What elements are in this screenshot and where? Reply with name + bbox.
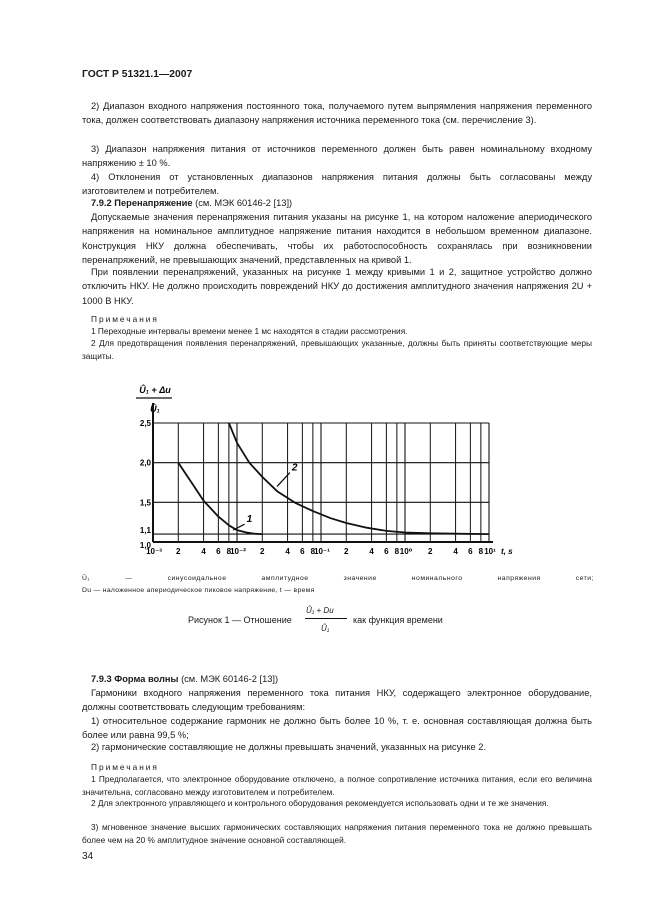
note-item: 2 Для электронного управляющего и контрольного оборудования рекомендуется использовать одни и те же значения. bbox=[91, 798, 549, 808]
x-tick-label-minor: 8 bbox=[310, 547, 316, 556]
x-tick-label-major: 10⁻¹ bbox=[314, 547, 330, 556]
chart-series bbox=[178, 423, 489, 534]
note-item: 2 Для предотвращения появления перенапряжений, превышающих указанные, должны быть приняты соответствующие меры защиты. bbox=[82, 338, 592, 361]
document-header: ГОСТ Р 51321.1—2007 bbox=[82, 69, 193, 80]
x-tick-label-major: 10⁻³ bbox=[146, 547, 162, 556]
paragraph: 4) Отклонения от установленных диапазонов напряжения питания должны быть согласованы между изготовителем и потребителем. bbox=[82, 172, 592, 197]
y-tick-label: 1,0 bbox=[139, 541, 151, 550]
section-number: 7.9.3 bbox=[91, 674, 112, 684]
x-tick-label-minor: 8 bbox=[478, 547, 484, 556]
y-tick-label: 2,5 bbox=[139, 419, 151, 428]
caption-prefix: Рисунок 1 — Отношение bbox=[188, 615, 292, 625]
x-tick-label-minor: 2 bbox=[428, 547, 433, 556]
series-label: 1 bbox=[246, 514, 253, 526]
x-tick-label-major: 10⁰ bbox=[399, 547, 413, 556]
paragraph: При появлении перенапряжений, указанных на рисунке 1 между кривыми 1 и 2, защитное устройство должно отключить НКУ. Не должно происходить повреждений НКУ до достижения амплитудного значения напряжения 2U + 1000 В НКУ. bbox=[82, 267, 592, 306]
x-tick-label-minor: 6 bbox=[300, 547, 305, 556]
series-label: 2 bbox=[291, 462, 298, 474]
note-item: 1 Предполагается, что электронное оборудование отключено, а полное сопротивление источника питания, если его величина значительна, согласовано между изготовителем и потребителем. bbox=[82, 774, 592, 797]
note-item: 1 Переходные интервалы времени менее 1 мс находятся в стадии рассмотрения. bbox=[91, 326, 408, 336]
section-title: Перенапряжение bbox=[114, 198, 193, 208]
x-tick-label-minor: 6 bbox=[384, 547, 389, 556]
x-tick-label-minor: 4 bbox=[453, 547, 458, 556]
x-tick-label-minor: 4 bbox=[369, 547, 374, 556]
x-tick-label-minor: 4 bbox=[285, 547, 290, 556]
section-number: 7.9.2 bbox=[91, 198, 112, 208]
section-7-9-3-heading bbox=[82, 672, 592, 686]
chart-grid bbox=[153, 403, 493, 542]
series-label-leader bbox=[233, 524, 244, 530]
caption-fraction-denominator: Û₁ bbox=[321, 624, 330, 633]
notes-heading: Примечания bbox=[91, 762, 159, 772]
y-tick-label: 1,5 bbox=[139, 498, 151, 508]
paragraph: Гармоники входного напряжения переменного тока питания НКУ, содержащего электронное оборудование, должны соответствовать следующим требованиям: bbox=[82, 688, 592, 713]
y-axis-label-denominator: Û₁ bbox=[150, 404, 160, 414]
caption-suffix: как функция времени bbox=[353, 615, 443, 625]
x-tick-label-minor: 6 bbox=[468, 547, 473, 556]
paragraph: Допускаемые значения перенапряжения питания указаны на рисунке 1, на котором наложение апериодического напряжения на номинальное амплитудное напряжение питания находится в небольшом временном диапазоне. Конструкция НКУ должна обеспечивать, чтобы их работоспособность сохранялась при возникновении перенапряжений, не превышающих значений, представленных на кривой 1. bbox=[82, 212, 592, 265]
x-tick-label-major: 10¹ bbox=[484, 547, 496, 556]
x-tick-label-minor: 6 bbox=[216, 547, 221, 556]
figure-1-chart bbox=[0, 380, 646, 585]
notes-heading: Примечания bbox=[91, 314, 159, 324]
paragraph: 1) относительное содержание гармоник не должно быть более 10 %, т. е. основная составляющая должна быть более или равна 99,5 %; bbox=[82, 716, 592, 741]
paragraph: 3) Диапазон напряжения питания от источников переменного должен быть равен номинальному входному напряжению ± 10 %. bbox=[82, 144, 592, 169]
y-tick-label: 1,1 bbox=[139, 526, 151, 536]
x-tick-label-minor: 8 bbox=[226, 547, 232, 556]
x-tick-label-minor: 2 bbox=[176, 547, 181, 556]
section-ref: (см. МЭК 60146-2 [13]) bbox=[195, 198, 293, 208]
x-tick-label-minor: 4 bbox=[201, 547, 206, 556]
section-7-9-2-heading bbox=[82, 196, 592, 210]
section-ref: (см. МЭК 60146-2 [13]) bbox=[181, 674, 279, 684]
page-number: 34 bbox=[82, 851, 94, 862]
section-title: Форма волны bbox=[114, 674, 179, 684]
x-tick-label-minor: 2 bbox=[260, 547, 265, 556]
figure-legend-line: Du — наложенное апериодическое пиковое напряжение, t — время bbox=[82, 587, 315, 594]
paragraph: 2) Диапазон входного напряжения постоянного тока, получаемого путем выпрямления напряжения переменного тока, должен соответствовать диапазону напряжения источника переменного тока (см. перечисление 3). bbox=[82, 101, 592, 126]
y-axis-label-numerator: Û₁ + Δu bbox=[139, 385, 171, 395]
series-line-2 bbox=[229, 423, 489, 534]
y-tick-label: 2,0 bbox=[139, 458, 151, 468]
caption-fraction-bar bbox=[305, 618, 347, 619]
note-item: 3) мгновенное значение высших гармонических составляющих напряжения питания переменного тока не должно превышать более чем на 20 % амплитудное значение основной составляющей. bbox=[82, 822, 592, 845]
x-tick-label-minor: 2 bbox=[344, 547, 349, 556]
x-tick-label-major: 10⁻² bbox=[230, 547, 246, 556]
figure-legend-line: Û₁ — синусоидальное амплитудное значение номинального напряжения сети; bbox=[82, 575, 594, 582]
figure-caption bbox=[188, 604, 488, 640]
x-tick-label-minor: 8 bbox=[394, 547, 400, 556]
paragraph: 2) гармонические составляющие не должны превышать значений, указанных на рисунке 2. bbox=[91, 742, 487, 752]
caption-fraction-numerator: Û₁ + Du bbox=[306, 606, 334, 615]
x-axis-label: t, s bbox=[501, 547, 513, 556]
